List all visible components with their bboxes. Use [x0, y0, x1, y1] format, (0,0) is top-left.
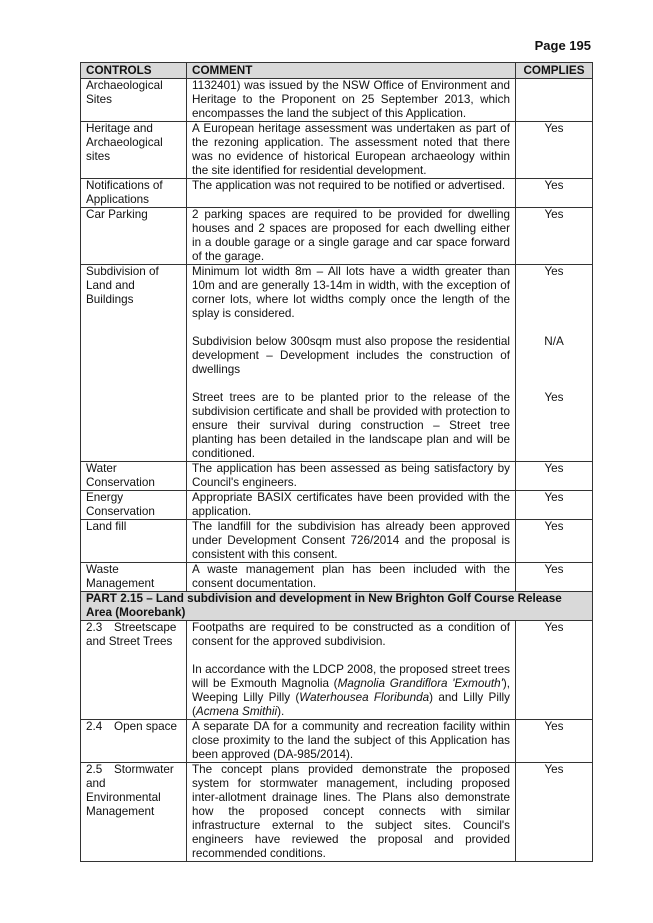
- species-name: Acmena Smithii: [195, 705, 278, 718]
- table-body: [81, 79, 593, 592]
- control-cell: Notifications of Applications: [81, 179, 187, 208]
- clause-number: 2.3: [86, 621, 103, 634]
- comment-text: ) and Lilly Pilly (: [192, 691, 510, 718]
- table-row: [81, 621, 593, 720]
- header-controls: CONTROLS: [81, 63, 187, 79]
- complies-value: Yes: [544, 491, 564, 504]
- comment-text: ).: [277, 705, 285, 718]
- comment-text: ), Weeping Lilly Pilly (: [192, 677, 510, 704]
- complies-value: Yes: [544, 391, 564, 404]
- comment-cell: [187, 520, 516, 563]
- complies-value: Yes: [544, 520, 564, 533]
- comment-paragraph: The application was not required to be notified or advertised.: [192, 179, 506, 192]
- control-cell: [81, 763, 187, 862]
- complies-value: Yes: [544, 563, 564, 576]
- comment-paragraph: Subdivision below 300sqm must also propose the residential development – Development includes the construction of dwellings: [192, 335, 510, 376]
- complies-value: Yes: [544, 122, 564, 135]
- table-row: [81, 563, 593, 592]
- complies-cell: [516, 179, 593, 208]
- comment-cell: [187, 491, 516, 520]
- header-complies: COMPLIES: [516, 63, 593, 79]
- comment-cell: [187, 621, 516, 720]
- complies-cell: [516, 122, 593, 179]
- species-name: Magnolia Grandiflora 'Exmouth': [337, 677, 503, 690]
- complies-cell: [516, 79, 593, 122]
- complies-value: Yes: [544, 179, 564, 192]
- table-row: [81, 720, 593, 763]
- comment-paragraph: A waste management plan has been included with the consent documentation.: [192, 563, 510, 590]
- complies-cell: [516, 265, 593, 462]
- complies-cell: Yes: [516, 621, 593, 720]
- controls-table: [80, 62, 593, 862]
- control-cell: Waste Management: [81, 563, 187, 592]
- control-cell: Heritage and Archaeological sites: [81, 122, 187, 179]
- complies-cell: [516, 563, 593, 592]
- section-title: PART 2.15 – Land subdivision and development in New Brighton Golf Course Release Area (Moorebank): [81, 592, 593, 621]
- comment-cell: The concept plans provided demonstrate the proposed system for stormwater management, including proposed inter-allotment drainage lines. The Plans also demonstrate how the proposed concept connects with similar infrastructure external to the subject sites. Council's engineers have reviewed the proposal and provided recommended conditions.: [187, 763, 516, 862]
- part-section: [81, 592, 593, 862]
- table-row: [81, 179, 593, 208]
- table-row: [81, 491, 593, 520]
- control-cell: Car Parking: [81, 208, 187, 265]
- control-cell: Archaeological Sites: [81, 79, 187, 122]
- complies-value: Yes: [544, 208, 564, 221]
- comment-cell: [187, 563, 516, 592]
- complies-value: Yes: [544, 462, 564, 475]
- complies-value: N/A: [544, 335, 564, 348]
- complies-cell: [516, 208, 593, 265]
- comment-cell: [187, 79, 516, 122]
- comment-paragraph: Appropriate BASIX certificates have been provided with the application.: [192, 491, 510, 518]
- complies-cell: [516, 462, 593, 491]
- section-heading-row: [81, 592, 593, 621]
- species-name: Waterhousea Floribunda: [299, 691, 430, 704]
- complies-cell: Yes: [516, 720, 593, 763]
- comment-paragraph: Minimum lot width 8m – All lots have a width greater than 10m and are generally 13-14m in width, with the exception of corner lots, where lot widths comply once the length of the splay is considered.: [192, 265, 510, 320]
- control-cell: [81, 621, 187, 720]
- control-cell: Water Conservation: [81, 462, 187, 491]
- comment-cell: A separate DA for a community and recreation facility within close proximity to the land the subject of this Application has been approved (DA-985/2014).: [187, 720, 516, 763]
- comment-text: In accordance with the LDCP 2008, the proposed street trees will be Exmouth Magnolia (: [192, 663, 510, 690]
- clause-number: 2.5: [86, 763, 103, 776]
- table-row: [81, 763, 593, 862]
- control-cell: Energy Conservation: [81, 491, 187, 520]
- control-label: Stormwater and Environmental Management: [86, 763, 174, 818]
- comment-paragraph: [192, 663, 510, 719]
- comment-paragraph: A European heritage assessment was undertaken as part of the rezoning application. The assessment noted that there was no evidence of historical European archaeology within the site identified for residential development.: [192, 122, 510, 177]
- table-header-row: [81, 63, 593, 79]
- table-row: [81, 520, 593, 563]
- table-row: [81, 265, 593, 462]
- comment-paragraph: Footpaths are required to be constructed as a condition of consent for the approved subdivision.: [192, 621, 510, 648]
- comment-cell: [187, 122, 516, 179]
- comment-cell: [187, 462, 516, 491]
- comment-paragraph: 1132401) was issued by the NSW Office of Environment and Heritage to the Proponent on 25 September 2013, which encompasses the land the subject of this Application.: [192, 79, 510, 120]
- control-cell: [81, 720, 187, 763]
- table-row: [81, 208, 593, 265]
- comment-paragraph: 2 parking spaces are required to be provided for dwelling houses and 2 spaces are proposed for each dwelling either in a double garage or a single garage and car space forward of the garage.: [192, 208, 510, 263]
- comment-paragraph: The landfill for the subdivision has already been approved under Development Consent 726/2014 and the proposal is consistent with this consent.: [192, 520, 510, 561]
- page-number: Page 195: [534, 38, 591, 53]
- comment-paragraph: Street trees are to be planted prior to the release of the subdivision certificate and shall be provided with protection to ensure their survival during construction – Street tree planting has been detailed in the landscape plan and will be conditioned.: [192, 391, 510, 460]
- complies-cell: [516, 491, 593, 520]
- table-row: [81, 122, 593, 179]
- comment-cell: [187, 265, 516, 462]
- comment-cell: [187, 208, 516, 265]
- table-row: [81, 462, 593, 491]
- complies-value: Yes: [544, 265, 564, 278]
- table-row: [81, 79, 593, 122]
- comment-paragraph: The application has been assessed as being satisfactory by Council's engineers.: [192, 462, 510, 489]
- clause-number: 2.4: [86, 720, 103, 733]
- control-label: Open space: [114, 720, 178, 733]
- control-label: Streetscape and Street Trees: [86, 621, 177, 648]
- control-cell: Land fill: [81, 520, 187, 563]
- control-cell: Subdivision of Land and Buildings: [81, 265, 187, 462]
- complies-cell: [516, 520, 593, 563]
- header-comment: COMMENT: [187, 63, 516, 79]
- complies-cell: Yes: [516, 763, 593, 862]
- comment-cell: [187, 179, 516, 208]
